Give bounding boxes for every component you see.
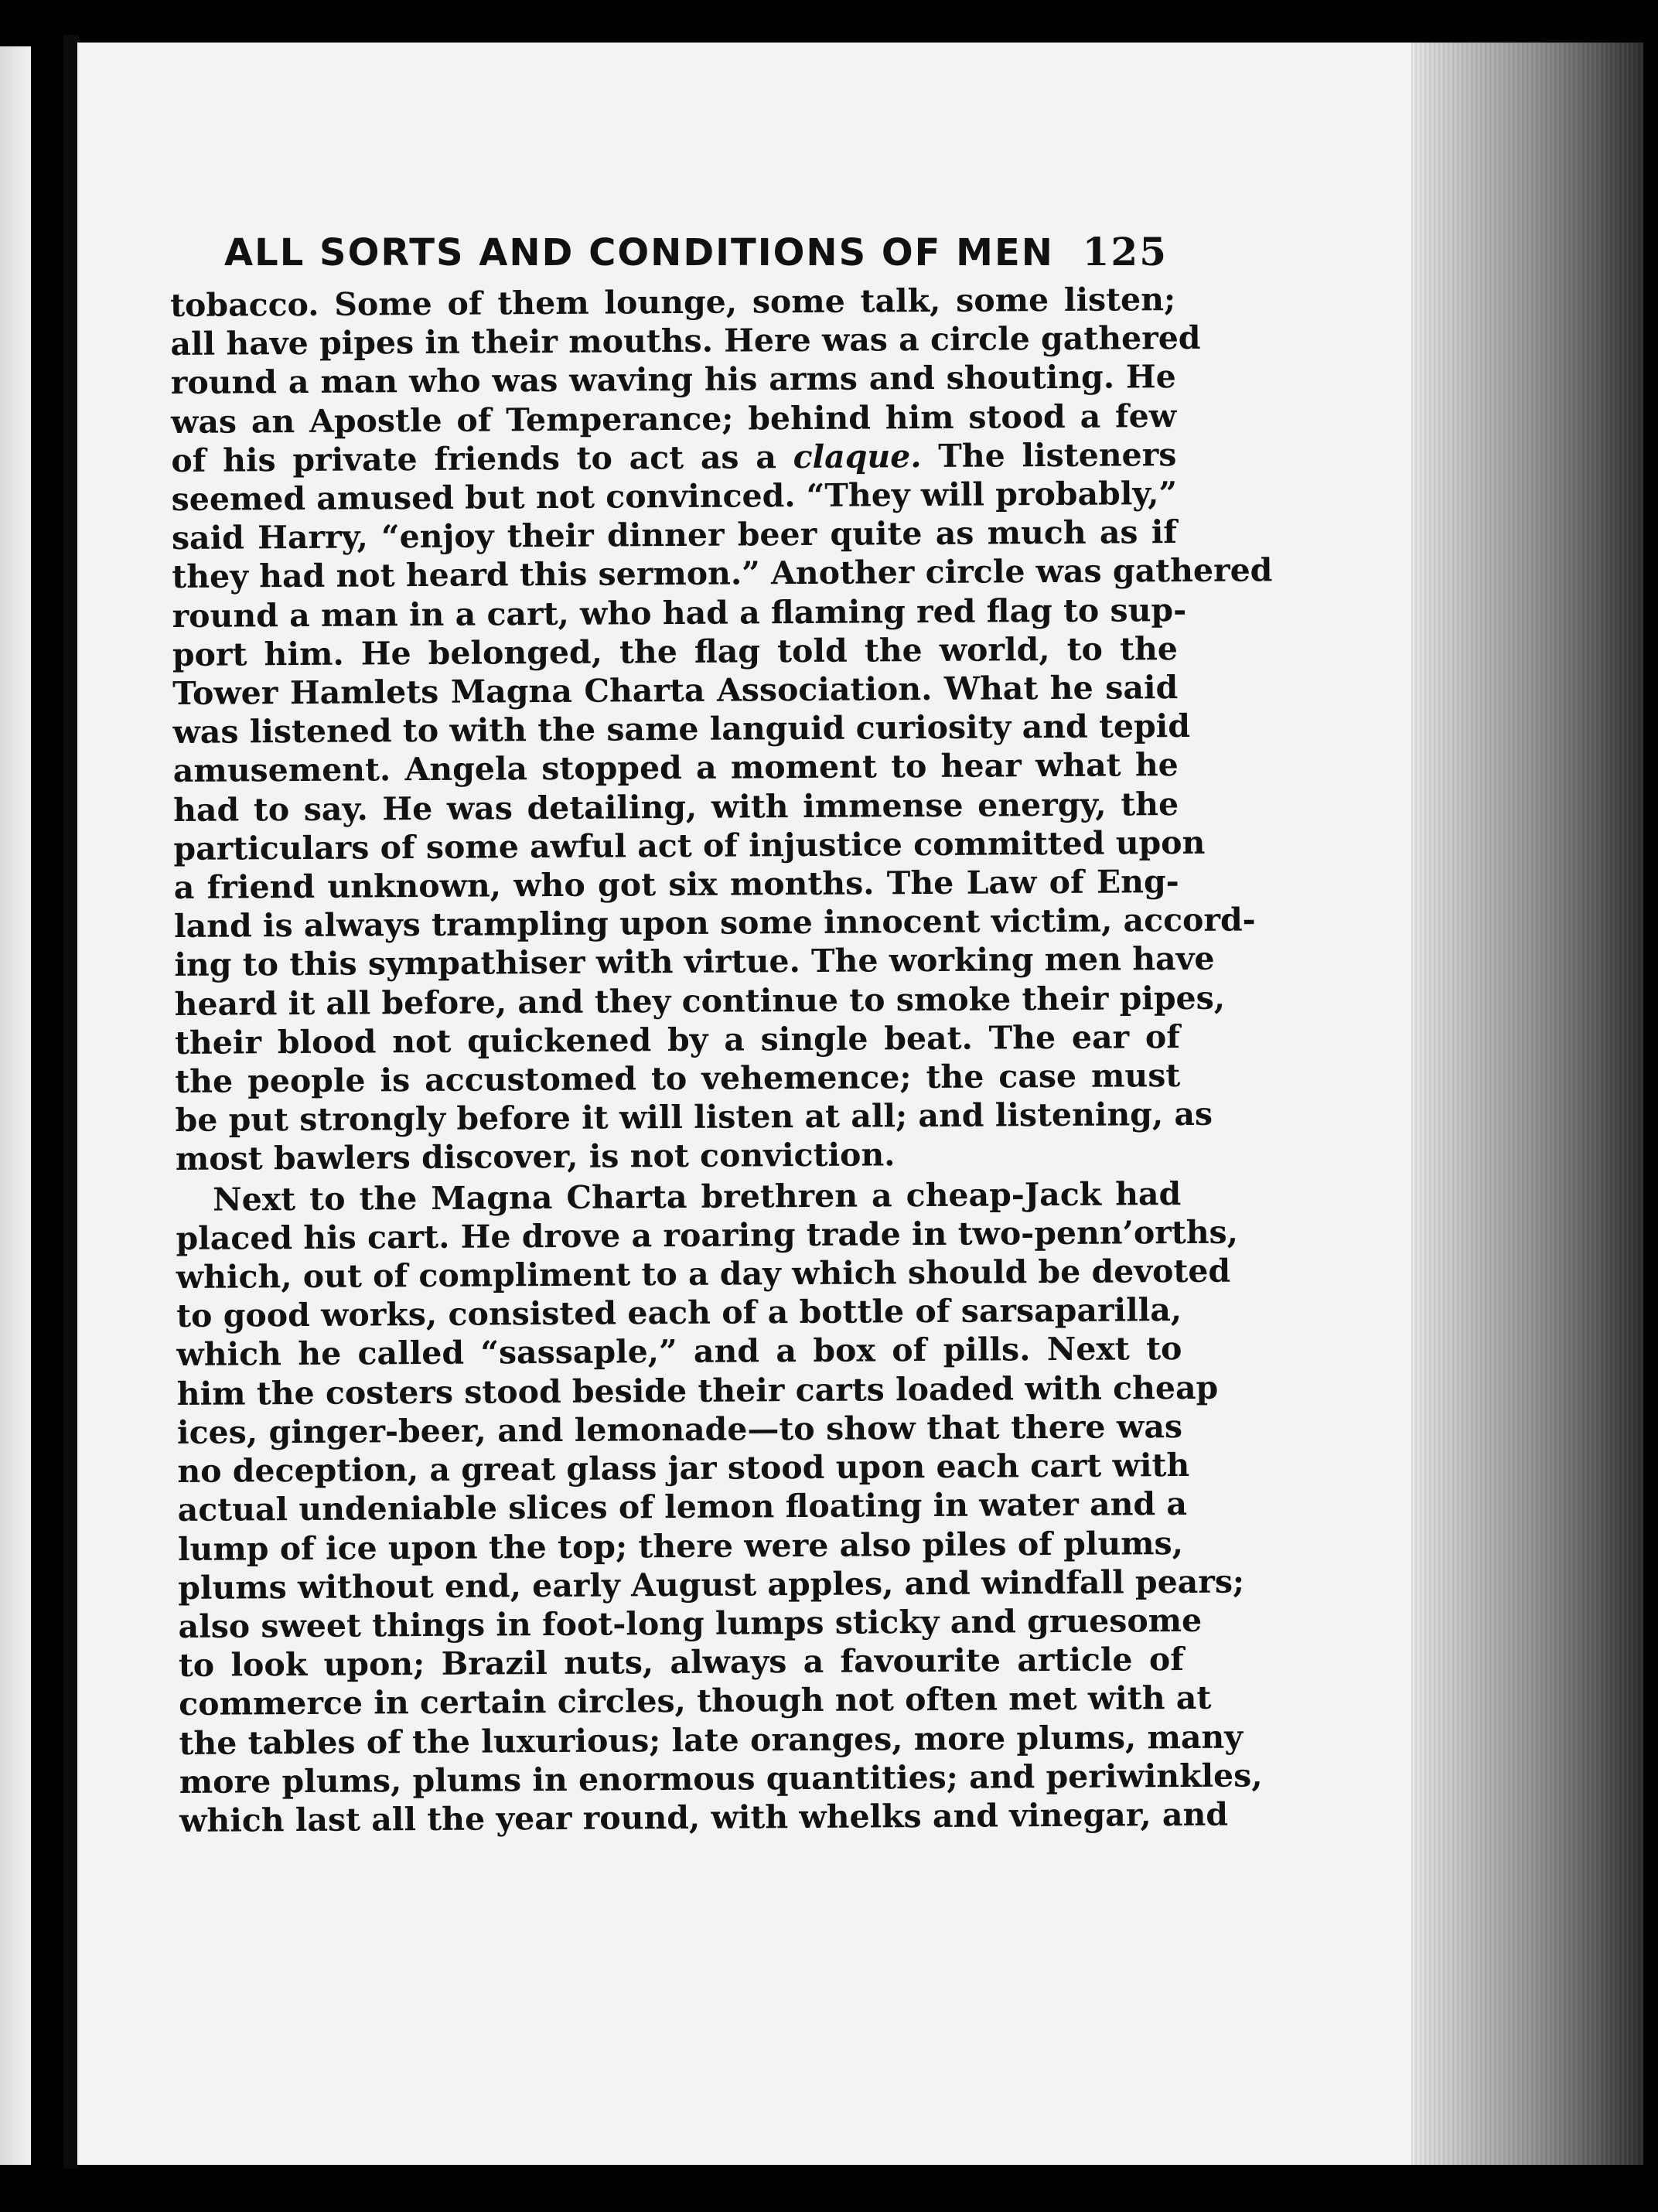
text-line: be put strongly before it will listen at all; and listening, as: [175, 1096, 1213, 1140]
text-line: particulars of some awful act of injustice committed upon: [173, 823, 1206, 867]
text-line: ices, ginger-beer, and lemonade—to show that there was: [176, 1407, 1183, 1451]
text-line: had to say. He was detailing, with immense energy, the: [172, 785, 1179, 829]
text-line: round a man who was waving his arms and shouting. He: [170, 358, 1176, 402]
text-line: land is always trampling upon some innocent victim, accord-: [173, 901, 1256, 946]
text-line: round a man in a cart, who had a flaming red flag to sup-: [172, 591, 1187, 635]
text-line: Next to the Magna Charta brethren a cheap-Jack had: [213, 1174, 1182, 1218]
text-line: was listened to with the same languid curiosity and tepid: [172, 707, 1191, 752]
book-gutter: [63, 35, 79, 2169]
text-line: commerce in certain circles, though not often met with at: [179, 1679, 1212, 1723]
text-line: also sweet things in foot-long lumps sticky and gruesome: [178, 1601, 1203, 1645]
page-number: 125: [1082, 229, 1168, 274]
page-block-fore-edge: [1411, 43, 1643, 2165]
text-line-start: of his private friends to act as a: [171, 438, 777, 479]
text-line: said Harry, “enjoy their dinner beer quite as much as if: [171, 513, 1178, 557]
text-line: more plums, plums in enormous quantities; and periwinkles,: [179, 1757, 1263, 1801]
text-line: placed his cart. He drove a roaring trade in two-penn’orths,: [176, 1213, 1239, 1257]
text-line: most bawlers discover, is not conviction.: [175, 1136, 896, 1178]
text-line: a friend unknown, who got six months. The Law of Eng-: [173, 863, 1179, 907]
text-line: their blood not quickened by a single beat. The ear of: [174, 1017, 1181, 1062]
text-line: seemed amused but not convinced. “They will probably,”: [171, 475, 1178, 519]
text-line: no deception, a great glass jar stood upon each cart with: [177, 1447, 1190, 1491]
text-line: which he called “sassaple,” and a box of pills. Next to: [176, 1330, 1182, 1374]
text-line: all have pipes in their mouths. Here was a circle gathered: [170, 319, 1201, 363]
text-line: the tables of the luxurious; late oranges, more plums, many: [179, 1718, 1244, 1762]
running-head-title: ALL SORTS AND CONDITIONS OF MEN: [224, 231, 1054, 274]
facing-page-edge: [0, 46, 31, 2165]
text-line: ing to this sympathiser with virtue. The working men have: [174, 940, 1215, 984]
text-line: was an Apostle of Temperance; behind him stood a few: [170, 397, 1177, 441]
text-line: they had not heard this sermon.” Another circle was gathered: [172, 551, 1273, 596]
text-line: lump of ice upon the top; there were also piles of plums,: [177, 1524, 1184, 1568]
text-line: which last all the year round, with whelks and vinegar, and: [179, 1795, 1229, 1839]
text-line: heard it all before, and they continue to smoke their pipes,: [174, 979, 1226, 1023]
text-line: plums without end, early August apples, and windfall pears;: [178, 1563, 1245, 1607]
text-line: to good works, consisted each of a bottle of sarsaparilla,: [176, 1291, 1182, 1335]
text-line: tobacco. Some of them lounge, some talk, some listen;: [170, 281, 1176, 324]
text-line: actual undeniable slices of lemon floating in water and a: [177, 1485, 1188, 1529]
text-line-end: The listeners: [938, 435, 1177, 475]
text-line: to look upon; Brazil nuts, always a favourite article of: [178, 1641, 1185, 1685]
text-line: port him. He belonged, the flag told the world, to the: [172, 629, 1179, 673]
text-line: which, out of compliment to a day which should be devoted: [176, 1252, 1231, 1297]
italic-word: claque.: [793, 437, 922, 475]
text-line: him the costers stood beside their carts loaded with cheap: [176, 1368, 1219, 1413]
text-line: Tower Hamlets Magna Charta Association. What he said: [172, 669, 1179, 713]
body-text: [170, 280, 1273, 1840]
running-head: [224, 229, 1168, 274]
text-line: the people is accustomed to vehemence; the case must: [175, 1057, 1181, 1101]
text-line: [171, 435, 1176, 480]
text-line: amusement. Angela stopped a moment to hear what he: [172, 746, 1179, 790]
